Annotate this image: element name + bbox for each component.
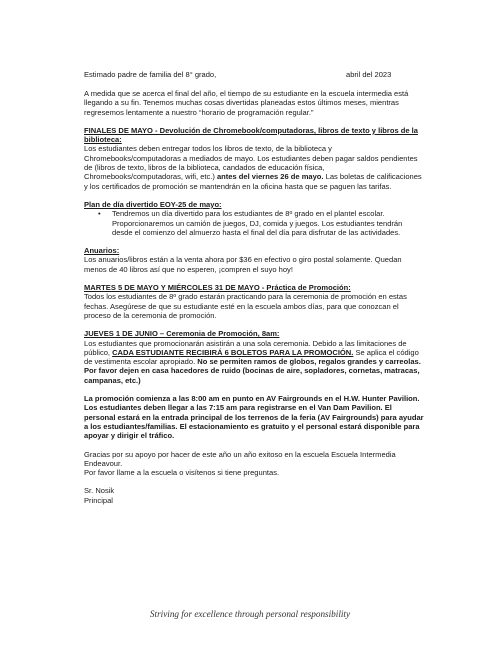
bullet-icon: • [98, 209, 101, 219]
signature-block [84, 486, 424, 505]
closing-thanks: Gracias por su apoyo por hacer de este año un año exitoso en la escuela Escuela Intermedia Endeavour. [84, 449, 396, 468]
section-promotion-practice [84, 283, 424, 320]
section-yearbooks [84, 246, 424, 274]
signature-title: Principal [84, 495, 113, 505]
section-body: Los estudiantes que promocionarán asistirán a una sola ceremonia. Debido a las limitaciones de público, CADA ESTUDIANTE RECIBIRÁ 6 BOLETOS PARA LA PROMOCIÓN. Se aplica el código de vestimenta escolar apropiado. No se permiten ramos de globos, regalos grandes y carreolas. Por favor dejen en casa hacedores de ruido (bocinas de aire, sopladores, cornetas, matracas, campanas, etc.) [84, 338, 421, 385]
deadline-text: antes del viernes 26 de mayo. [216, 172, 324, 182]
footer-motto: Striving for excellence through personal responsibility [149, 609, 351, 619]
section-heading: FINALES DE MAYO - Devolución de Chromebook/computadoras, libros de texto y libros de la biblioteca: [84, 125, 418, 145]
section-body: Todos los estudiantes de 8º grado estarán practicando para la ceremonia de promoción en estas fechas. Asegúrese de que su estudiante esté en la escuela ambos días, para que conozcan el proceso de la ceremonia de promoción. [84, 292, 407, 320]
letter-date: abril del 2023 [346, 70, 392, 79]
ceremony-details: La promoción comienza a las 8:00 am en punto en AV Fairgrounds en el H.W. Hunter Pavilion. Los estudiantes deben llegar a las 7:15 am para registrarse en el Van Dam Pavilion. El personal estará en la entrada principal de los terrenos de la feria (AV Fairgrounds) para ayudar a los estudiantes/familias. El estacionamiento es gratuito y el personal estará disponible para apoyar y dirigir el tráfico. [84, 394, 424, 441]
greeting: Estimado padre de familia del 8° grado, [84, 70, 217, 79]
section-heading: Anuarios: [84, 246, 120, 256]
tickets-notice: CADA ESTUDIANTE RECIBIRÁ 6 BOLETOS PARA LA PROMOCIÓN. [112, 347, 354, 357]
intro-paragraph: A medida que se acerca el final del año, el tiempo de su estudiante en la escuela intermedia está llegando a su fin. Tenemos muchas cosas divertidas planeadas estos últimos meses, mientras regresemos lentamente a nuestro “horario de programación regular.” [84, 89, 409, 117]
section-heading: JUEVES 1 DE JUNIO – Ceremonia de Promoción, 8am: [84, 329, 280, 339]
section-heading: Plan de día divertido EOY-25 de mayo: [84, 199, 222, 209]
section-body: Los estudiantes deben entregar todos los libros de texto, de la biblioteca y Chromebooks/computadoras a mediados de mayo. Los estudiantes deben pagar saldos pendientes de (libros de texto, libros de la biblioteca, candados de educación física, Chromebooks/computadoras, wifi, etc.) antes del viernes 26 de mayo. Las boletas de calificaciones y los certificados de promoción se mantendrán en la oficina hasta que se paguen las tarifas. [84, 144, 422, 191]
closing-contact: Por favor llame a la escuela o visítenos si tiene preguntas. [84, 468, 280, 478]
bullet-list [84, 209, 424, 237]
section-chromebook-return [84, 126, 424, 191]
restrictions-notice: No se permiten ramos de globos, regalos grandes y carreolas. Por favor dejen en casa hacedores de ruido (bocinas de aire, sopladores, cornetas, matracas, campanas, etc.) [84, 357, 421, 385]
section-body: Los anuarios/libros están a la venta ahora por $36 en efectivo o giro postal solamente. Quedan menos de 40 libros así que no esperen, ¡compren el suyo hoy! [84, 255, 402, 274]
list-item: • Tendremos un día divertido para los estudiantes de 8º grado en el plantel escolar. Proporcionaremos un camión de juegos, DJ, comida y juegos. Los estudiantes tendrán desde el comienzo del almuerzo hasta el final del día para disfrutar de las actividades. [98, 209, 403, 237]
letter-body [84, 70, 424, 505]
section-promotion-ceremony [84, 329, 424, 385]
section-fun-day [84, 200, 424, 237]
section-heading: MARTES 5 DE MAYO Y MIÉRCOLES 31 DE MAYO - Práctica de Promoción: [84, 283, 351, 293]
signature-name: Sr. Nosik [84, 486, 115, 496]
letter-header [84, 70, 424, 80]
